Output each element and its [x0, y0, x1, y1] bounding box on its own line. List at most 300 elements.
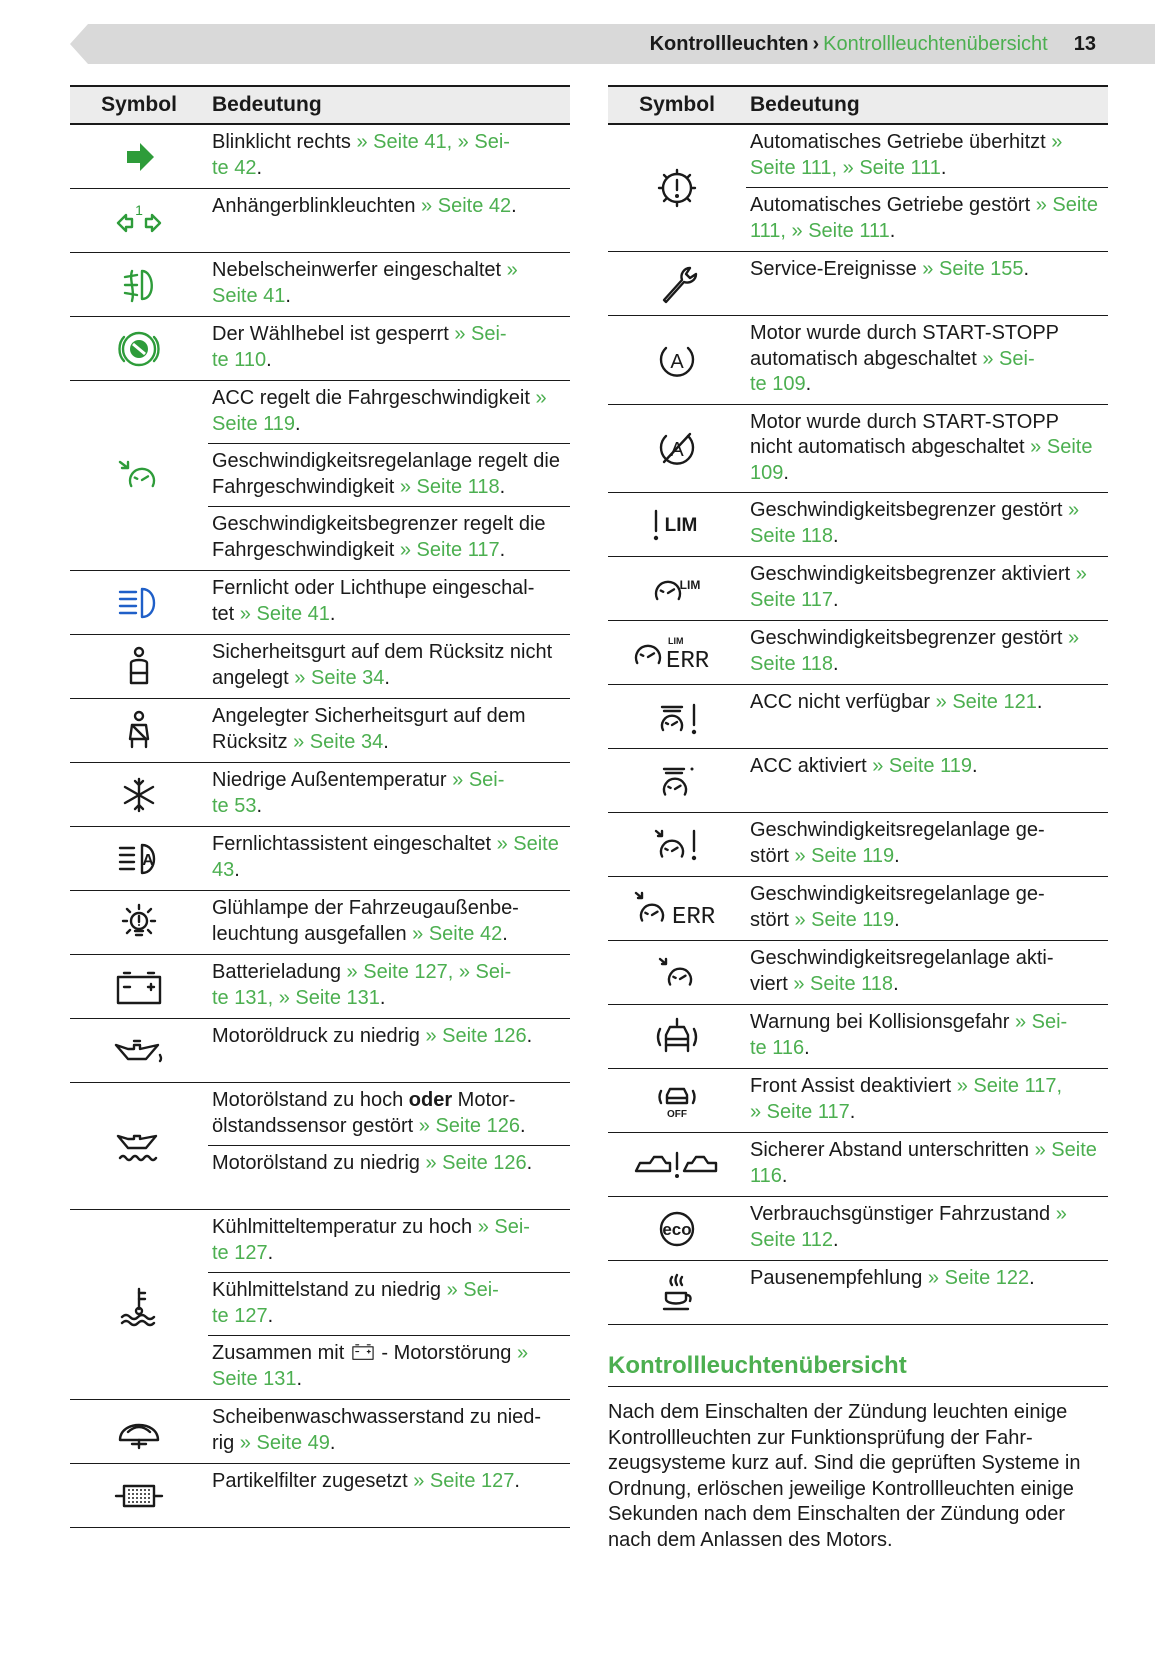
page-reference-link[interactable]: » Seite 126 — [418, 1114, 520, 1137]
meaning-cell — [208, 1210, 570, 1399]
page-reference-link[interactable]: » Sei- te 127 — [212, 1216, 530, 1264]
warning-light-row — [70, 189, 570, 253]
page-reference-link[interactable]: » Seite 155 — [922, 258, 1024, 280]
lim-error-icon — [632, 631, 722, 675]
warning-light-row — [608, 1197, 1108, 1261]
gearbox-warning-icon — [650, 166, 704, 210]
meaning-cell — [208, 1400, 570, 1463]
page-reference-link[interactable]: » Seite 42 — [421, 195, 512, 217]
page-reference-link[interactable]: » Seite 119 — [794, 844, 895, 867]
meaning-entry — [208, 763, 570, 826]
distance-warning-icon — [632, 1143, 722, 1187]
symbol-cell — [608, 685, 746, 748]
svg-text:eco: eco — [662, 1219, 692, 1239]
warning-light-row — [70, 699, 570, 763]
description-text: - Motorstörung — [375, 1342, 517, 1365]
right-warning-table — [608, 85, 1108, 1325]
page-reference-link[interactable]: » Sei- te 110 — [212, 323, 507, 371]
meaning-cell — [208, 763, 570, 826]
cruise-active-icon — [650, 951, 704, 995]
start-stop-active-icon — [650, 338, 704, 382]
symbol-cell — [608, 877, 746, 940]
svg-text:LIM: LIM — [679, 577, 701, 592]
page-reference-link[interactable]: » Seite 119 — [794, 908, 895, 931]
meaning-entry — [208, 1146, 570, 1209]
meaning-entry — [208, 571, 570, 634]
meaning-cell — [746, 405, 1108, 493]
start-stop-inactive-icon — [650, 426, 704, 470]
punctuation: . — [894, 844, 900, 867]
meaning-entry — [746, 941, 1108, 1004]
description-text: Front Assist deaktiviert — [750, 1075, 957, 1097]
oil-level-icon — [112, 1124, 166, 1168]
page-reference-link[interactable]: » Seite 43 — [212, 833, 559, 881]
description-text: Motorölstand zu hoch — [212, 1089, 409, 1111]
symbol-cell — [70, 1019, 208, 1082]
description-text: Geschwindigkeitsbegrenzer gestört — [750, 499, 1068, 521]
meaning-cell — [746, 1069, 1108, 1132]
page-reference-link[interactable]: » Seite 116 — [750, 1139, 1097, 1187]
battery-icon — [350, 1341, 376, 1361]
warning-light-row — [608, 685, 1108, 749]
punctuation: . — [267, 1304, 274, 1327]
svg-text:A: A — [670, 439, 684, 462]
particle-filter-icon — [112, 1474, 166, 1518]
symbol-cell — [608, 621, 746, 684]
warning-light-row — [608, 493, 1108, 557]
meaning-entry — [746, 877, 1108, 940]
description-text: Geschwindigkeitsbegrenzer aktiviert — [750, 563, 1076, 585]
warning-light-row — [608, 941, 1108, 1005]
page-reference-link[interactable]: » Seite 109 — [750, 436, 1093, 484]
symbol-cell — [70, 189, 208, 252]
description-text: Geschwindigkeitsbegrenzer gestört — [750, 627, 1068, 649]
meaning-cell — [746, 1005, 1108, 1068]
punctuation: . — [511, 195, 517, 217]
punctuation: . — [889, 219, 896, 242]
page-reference-link[interactable]: » Seite 42 — [412, 922, 503, 945]
description-text: Glühlampe der Fahrzeugaußenbe- leuchtung ausgefallen — [212, 897, 519, 945]
symbol-cell — [608, 1133, 746, 1196]
meaning-entry — [208, 635, 570, 698]
symbol-cell — [608, 749, 746, 812]
meaning-entry — [746, 685, 1108, 748]
acc-unavailable-icon — [650, 695, 704, 739]
coolant-icon — [112, 1283, 166, 1327]
punctuation: . — [526, 1152, 533, 1174]
punctuation: . — [940, 156, 947, 179]
meaning-cell — [208, 381, 570, 570]
meaning-entry — [208, 699, 570, 762]
meaning-cell — [208, 1083, 570, 1209]
punctuation: . — [971, 755, 978, 777]
punctuation: . — [329, 602, 336, 625]
description-text: Anhängerblinkleuchten — [212, 195, 422, 217]
description-text: Geschwindigkeitsregelanlage ge- stört — [750, 883, 1045, 931]
high-beam-icon — [112, 581, 166, 625]
left-table-body — [70, 125, 570, 1528]
emphasis-text: oder — [408, 1089, 453, 1111]
meaning-entry — [746, 405, 1108, 493]
page-reference-link[interactable]: » Seite 34 — [294, 666, 385, 689]
punctuation: . — [384, 666, 390, 689]
page-reference-link[interactable]: » Sei- te 127 — [212, 1279, 499, 1327]
symbol-cell — [608, 252, 746, 315]
svg-text:ERR: ERR — [666, 647, 710, 675]
meaning-cell — [746, 493, 1108, 556]
punctuation: . — [379, 986, 386, 1009]
svg-text:LIM: LIM — [664, 514, 698, 536]
page-reference-link[interactable]: » Sei- te 116 — [750, 1011, 1068, 1059]
meaning-entry — [208, 507, 570, 570]
page-reference-link[interactable]: » Seite 121 — [935, 691, 1037, 713]
punctuation: . — [833, 524, 839, 547]
description-text: Geschwindigkeitsbegrenzer regelt die Fahrgeschwindigkeit — [212, 513, 546, 561]
description-text: Kühlmitteltemperatur zu hoch — [212, 1216, 478, 1238]
warning-light-row — [608, 877, 1108, 941]
description-text: Niedrige Außentemperatur — [212, 769, 453, 791]
svg-text:A: A — [142, 851, 154, 869]
warning-light-row — [608, 252, 1108, 316]
page-reference-link[interactable]: » Seite 118 — [793, 972, 894, 995]
description-text: Scheibenwaschwasserstand zu nied- rig — [212, 1406, 542, 1454]
warning-light-row — [608, 749, 1108, 813]
warning-light-row — [70, 1210, 570, 1400]
warning-light-row — [608, 1261, 1108, 1325]
meaning-entry — [746, 188, 1108, 251]
symbol-cell — [70, 763, 208, 826]
symbol-column-header: Symbol — [639, 93, 715, 116]
meaning-entry — [208, 125, 570, 188]
punctuation: . — [329, 1431, 336, 1454]
meaning-entry — [208, 381, 570, 444]
meaning-cell — [208, 125, 570, 188]
rear-seatbelt-unfastened-icon — [112, 645, 166, 689]
meaning-cell — [746, 749, 1108, 812]
symbol-cell — [70, 635, 208, 698]
description-text: Motor wurde durch START-STOPP automatisch abgeschaltet — [750, 322, 1059, 370]
warning-light-row — [608, 813, 1108, 877]
punctuation: . — [256, 156, 263, 179]
lim-active-icon — [650, 567, 704, 611]
punctuation: . — [266, 348, 272, 371]
eco-icon — [650, 1207, 704, 1251]
right-table-body — [608, 125, 1108, 1325]
page-reference-link[interactable]: » Sei- te 109 — [750, 347, 1035, 395]
symbol-cell — [70, 1464, 208, 1527]
meaning-entry — [208, 1273, 570, 1336]
svg-text:LIM: LIM — [668, 635, 684, 646]
punctuation: . — [805, 373, 812, 395]
meaning-cell — [746, 125, 1108, 251]
meaning-entry — [746, 1069, 1108, 1132]
meaning-cell — [208, 189, 570, 252]
description-text: Geschwindigkeitsregelanlage akti- viert — [750, 947, 1054, 995]
page-reference-link[interactable]: » Seite 117 — [399, 538, 500, 561]
warning-light-row — [70, 1400, 570, 1464]
page-reference-link[interactable]: » Seite 41 — [239, 602, 330, 625]
symbol-cell — [70, 381, 208, 570]
coffee-cup-icon — [650, 1271, 704, 1315]
description-text: Geschwindigkeitsregelanlage ge- stört — [750, 819, 1045, 867]
description-text: Motorölstand zu niedrig — [212, 1152, 426, 1174]
punctuation: . — [295, 412, 301, 435]
page-reference-link[interactable]: » Seite 111, » Seite 111 — [750, 194, 1098, 242]
page-reference-link[interactable]: » Seite 49 — [239, 1431, 330, 1454]
punctuation: . — [285, 284, 291, 307]
description-text: Motoröldruck zu niedrig — [212, 1025, 426, 1047]
punctuation: . — [234, 858, 240, 881]
meaning-entry — [746, 1261, 1108, 1324]
chapter-title: Kontrollleuchten — [649, 33, 809, 55]
meaning-entry — [208, 1083, 570, 1146]
page-reference-link[interactable]: » Seite 41 — [212, 259, 518, 307]
meaning-entry — [208, 827, 570, 890]
description-text: Nebelscheinwerfer eingeschaltet — [212, 259, 507, 281]
meaning-cell — [208, 1464, 570, 1527]
punctuation: . — [499, 538, 506, 561]
warning-light-row — [70, 1464, 570, 1528]
high-beam-assist-icon — [112, 837, 166, 881]
meaning-entry — [746, 557, 1108, 620]
battery-icon — [112, 965, 166, 1009]
symbol-cell — [608, 493, 746, 556]
punctuation: . — [783, 461, 789, 484]
meaning-entry — [746, 621, 1108, 684]
symbol-cell — [608, 813, 746, 876]
meaning-entry — [208, 1336, 570, 1399]
symbol-cell — [70, 955, 208, 1018]
trailer-turn-signal-icon — [112, 199, 166, 243]
meaning-cell — [208, 571, 570, 634]
meaning-cell — [746, 1197, 1108, 1260]
meaning-entry — [746, 1197, 1108, 1260]
punctuation: . — [383, 730, 389, 753]
meaning-cell — [746, 685, 1108, 748]
cruise-control-icon — [112, 454, 166, 498]
warning-light-row — [70, 571, 570, 635]
meaning-entry — [208, 955, 570, 1018]
warning-light-row — [608, 1005, 1108, 1069]
punctuation: . — [1023, 258, 1030, 280]
meaning-cell — [208, 253, 570, 316]
description-text: Der Wählhebel ist gesperrt — [212, 323, 455, 345]
page-reference-link[interactable]: » Seite 122 — [927, 1267, 1030, 1289]
description-text: ACC nicht verfügbar — [750, 691, 936, 713]
warning-light-row — [70, 827, 570, 891]
punctuation: . — [804, 1036, 810, 1059]
meaning-cell — [746, 252, 1108, 315]
meaning-entry — [208, 1019, 570, 1082]
description-text: Service-Ereignisse — [750, 258, 923, 280]
description-text: Sicherer Abstand unterschritten — [750, 1139, 1035, 1161]
washer-fluid-icon — [112, 1410, 166, 1454]
meaning-entry — [746, 1133, 1108, 1196]
punctuation: . — [894, 908, 900, 931]
meaning-cell — [746, 941, 1108, 1004]
symbol-cell — [70, 125, 208, 188]
warning-light-row — [70, 253, 570, 317]
lim-fault-icon — [650, 503, 704, 547]
description-text: Partikelfilter zugesetzt — [212, 1470, 414, 1492]
punctuation: . — [893, 972, 899, 995]
description-text: Motor- ölstandssensor gestört — [212, 1089, 516, 1137]
page-reference-link[interactable]: » Seite 126 — [425, 1152, 527, 1174]
svg-text:ERR: ERR — [672, 903, 716, 931]
punctuation: . — [1036, 691, 1043, 713]
page-reference-link[interactable]: » Seite 119 — [212, 387, 547, 435]
page-reference-link[interactable]: » Seite 118 — [750, 499, 1080, 547]
page-reference-link[interactable]: » Sei- te 53 — [212, 769, 505, 817]
description-text: Fernlicht oder Lichthupe eingeschal- tet — [212, 577, 535, 625]
symbol-cell — [608, 1005, 746, 1068]
symbol-cell — [608, 941, 746, 1004]
meaning-entry — [208, 1210, 570, 1273]
warning-light-row — [70, 1019, 570, 1083]
meaning-entry — [208, 891, 570, 954]
punctuation: . — [1029, 1267, 1035, 1289]
punctuation: . — [781, 1164, 788, 1187]
breadcrumb-separator: › — [812, 33, 820, 55]
front-assist-off-icon — [650, 1079, 704, 1123]
warning-light-row — [70, 955, 570, 1019]
description-text: Angelegter Sicherheitsgurt auf dem Rücksitz — [212, 705, 526, 753]
cruise-fault-icon — [650, 823, 704, 867]
bulb-failure-icon — [112, 901, 166, 945]
meaning-cell — [208, 891, 570, 954]
description-text: Blinklicht rechts — [212, 131, 357, 153]
meaning-entry — [746, 252, 1108, 315]
meaning-column-header: Bedeutung — [212, 93, 322, 116]
punctuation: . — [833, 1228, 839, 1251]
oil-pressure-icon — [112, 1029, 166, 1073]
svg-text:A: A — [670, 350, 684, 373]
meaning-entry — [208, 1464, 570, 1527]
page-reference-link[interactable]: » Seite 112 — [750, 1203, 1067, 1251]
meaning-entry — [208, 189, 570, 252]
symbol-cell — [608, 557, 746, 620]
symbol-cell — [608, 316, 746, 404]
description-text: Motor wurde durch START-STOPP nicht automatisch abgeschaltet — [750, 410, 1059, 458]
description-text: Fernlichtassistent eingeschaltet — [212, 833, 497, 855]
page-reference-link[interactable]: » Seite 34 — [293, 730, 384, 753]
description-text: Pausenempfehlung — [750, 1267, 928, 1289]
rear-seatbelt-fastened-icon — [112, 709, 166, 753]
page-number: 13 — [1073, 33, 1096, 55]
punctuation: . — [519, 1114, 526, 1137]
page-reference-link[interactable]: » Seite 126 — [425, 1025, 527, 1047]
selector-lever-locked-icon — [112, 327, 166, 371]
page-reference-link[interactable]: » Seite 127 — [413, 1470, 515, 1492]
warning-light-row — [608, 316, 1108, 405]
cruise-error-icon — [632, 887, 722, 931]
collision-warning-icon — [650, 1015, 704, 1059]
page-reference-link[interactable]: » Seite 117, » Seite 117 — [750, 1075, 1063, 1123]
description-text: Kühlmittelstand zu niedrig — [212, 1279, 447, 1301]
punctuation: . — [502, 922, 508, 945]
symbol-cell — [608, 1261, 746, 1324]
description-text: Sicherheitsgurt auf dem Rücksitz nicht angelegt — [212, 641, 553, 689]
description-text: Automatisches Getriebe überhitzt — [750, 131, 1052, 153]
meaning-entry — [746, 1005, 1108, 1068]
symbol-cell — [70, 1400, 208, 1463]
table-header — [70, 87, 570, 125]
warning-light-row — [608, 1069, 1108, 1133]
warning-light-row — [70, 381, 570, 571]
meaning-entry — [746, 125, 1108, 188]
svg-text:1: 1 — [135, 201, 143, 218]
page-reference-link[interactable]: » Seite 118 — [750, 627, 1080, 675]
description-text: Zusammen mit — [212, 1342, 350, 1365]
meaning-cell — [746, 813, 1108, 876]
page-reference-link[interactable]: » Seite 41, » Sei- te 42 — [212, 131, 510, 179]
description-text: Warnung bei Kollisionsgefahr — [750, 1011, 1015, 1033]
warning-light-row — [608, 405, 1108, 494]
page-reference-link[interactable]: » Seite 131 — [212, 1342, 529, 1390]
meaning-cell — [746, 1261, 1108, 1324]
meaning-cell — [746, 557, 1108, 620]
punctuation: . — [833, 588, 839, 611]
meaning-entry — [208, 1400, 570, 1463]
meaning-cell — [208, 827, 570, 890]
meaning-cell — [746, 621, 1108, 684]
meaning-cell — [208, 1019, 570, 1082]
symbol-cell — [70, 571, 208, 634]
meaning-cell — [208, 317, 570, 380]
warning-light-row — [608, 557, 1108, 621]
page-reference-link[interactable]: » Seite 111, » Seite 111 — [750, 131, 1063, 179]
punctuation: . — [514, 1470, 520, 1492]
symbol-cell — [70, 253, 208, 316]
description-text: Verbrauchsgünstiger Fahrzustand — [750, 1203, 1056, 1225]
page-reference-link[interactable]: » Seite 118 — [399, 475, 500, 498]
punctuation: . — [296, 1367, 303, 1390]
meaning-entry — [746, 813, 1108, 876]
symbol-cell — [608, 1197, 746, 1260]
meaning-cell — [208, 699, 570, 762]
warning-light-row — [70, 1083, 570, 1210]
svg-text:OFF: OFF — [667, 1108, 687, 1120]
punctuation: . — [849, 1100, 856, 1123]
meaning-entry — [746, 316, 1108, 404]
description-text: Automatisches Getriebe gestört — [750, 194, 1036, 216]
symbol-cell — [608, 125, 746, 251]
description-text: Batterieladung — [212, 961, 347, 983]
snowflake-icon — [112, 773, 166, 817]
warning-light-row — [70, 763, 570, 827]
punctuation: . — [267, 1241, 274, 1264]
page-reference-link[interactable]: » Seite 119 — [872, 755, 972, 777]
symbol-cell — [70, 699, 208, 762]
meaning-column-header: Bedeutung — [750, 93, 860, 116]
page-reference-link[interactable]: » Seite 117 — [750, 563, 1087, 611]
meaning-cell — [746, 1133, 1108, 1196]
description-text: ACC aktiviert — [750, 755, 873, 777]
meaning-entry — [208, 444, 570, 507]
meaning-entry — [746, 493, 1108, 556]
symbol-cell — [608, 405, 746, 493]
turn-signal-right-icon — [112, 135, 166, 179]
page-reference-link[interactable]: » Seite 127, » Sei- te 131, » Seite 131 — [212, 961, 512, 1009]
table-header — [608, 87, 1108, 125]
warning-light-row — [70, 635, 570, 699]
section-paragraph: Nach dem Einschalten der Zündung leuchten einige Kontrollleuchten zur Funktionsprüfung der Fahr- zeugsysteme kurz auf. Sind die geprüften Systeme in Ordnung, erlöschen jeweilige Kontrollleuchten einige Sekunden nach dem Einschalten der Zündung oder nach dem Anlassen des Motors. — [608, 1401, 1081, 1551]
warning-light-row — [608, 1133, 1108, 1197]
warning-light-row — [70, 317, 570, 381]
meaning-entry — [208, 317, 570, 380]
meaning-cell — [746, 877, 1108, 940]
warning-light-row — [70, 125, 570, 189]
